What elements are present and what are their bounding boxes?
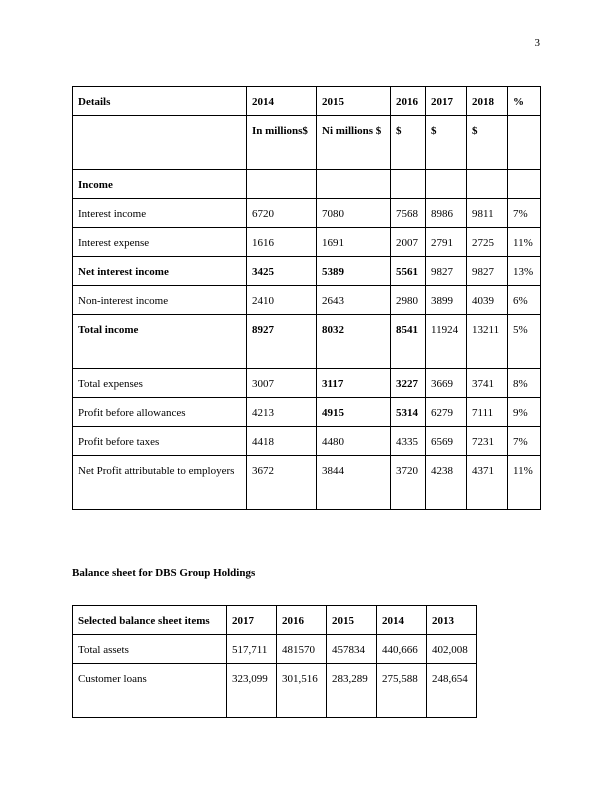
cell: 283,289: [327, 664, 377, 718]
cell: 440,666: [377, 635, 427, 664]
cell: 7111: [467, 398, 508, 427]
cell: 301,516: [277, 664, 327, 718]
table-row: [73, 369, 541, 398]
header-cell: 2014: [377, 606, 427, 635]
row-label: Customer loans: [73, 664, 227, 718]
row-label: Total assets: [73, 635, 227, 664]
table-row: [73, 456, 541, 510]
cell: 7231: [467, 427, 508, 456]
cell: 9811: [467, 199, 508, 228]
unit-cell: [73, 116, 247, 170]
cell: 1616: [247, 228, 317, 257]
cell: 4039: [467, 286, 508, 315]
cell: 2410: [247, 286, 317, 315]
cell: 3007: [247, 369, 317, 398]
section-row: [73, 170, 541, 199]
cell: 248,654: [427, 664, 477, 718]
unit-cell: Ni millions $: [317, 116, 391, 170]
cell: 11%: [508, 456, 541, 510]
cell: 4480: [317, 427, 391, 456]
table-row: [73, 315, 541, 369]
cell: 7%: [508, 427, 541, 456]
cell: 5389: [317, 257, 391, 286]
page-number: 3: [534, 37, 540, 49]
table-row: [73, 398, 541, 427]
row-label: Non-interest income: [73, 286, 247, 315]
cell: 4371: [467, 456, 508, 510]
unit-cell: $: [426, 116, 467, 170]
row-label: Profit before taxes: [73, 427, 247, 456]
cell: 2007: [391, 228, 426, 257]
cell: 9827: [426, 257, 467, 286]
cell: 2643: [317, 286, 391, 315]
row-label: Net Profit attributable to employers: [73, 456, 247, 510]
cell: 3899: [426, 286, 467, 315]
row-label: Profit before allowances: [73, 398, 247, 427]
row-label: Total income: [73, 315, 247, 369]
table-row: [73, 664, 477, 718]
table-row: [73, 199, 541, 228]
table-row: [73, 257, 541, 286]
cell: 275,588: [377, 664, 427, 718]
cell: 5314: [391, 398, 426, 427]
header-cell: 2017: [426, 87, 467, 116]
cell: 2980: [391, 286, 426, 315]
balance-sheet-heading: Balance sheet for DBS Group Holdings: [72, 567, 256, 579]
header-cell: 2018: [467, 87, 508, 116]
row-label: Net interest income: [73, 257, 247, 286]
cell: 7568: [391, 199, 426, 228]
balance-sheet-table: [72, 605, 477, 718]
income-table: [72, 86, 541, 510]
section-label: Income: [73, 170, 247, 199]
cell: 4418: [247, 427, 317, 456]
table-row: [73, 635, 477, 664]
cell: 4335: [391, 427, 426, 456]
header-cell: 2015: [327, 606, 377, 635]
units-row: [73, 116, 541, 170]
cell: 402,008: [427, 635, 477, 664]
header-cell: 2015: [317, 87, 391, 116]
cell: 3669: [426, 369, 467, 398]
unit-cell: [508, 116, 541, 170]
cell: 2791: [426, 228, 467, 257]
cell: 5%: [508, 315, 541, 369]
cell: 3741: [467, 369, 508, 398]
cell: 5561: [391, 257, 426, 286]
table-header-row: [73, 87, 541, 116]
cell: 11%: [508, 228, 541, 257]
table-row: [73, 228, 541, 257]
row-label: Interest expense: [73, 228, 247, 257]
header-cell: 2013: [427, 606, 477, 635]
unit-cell: $: [467, 116, 508, 170]
header-cell: 2016: [277, 606, 327, 635]
cell: 457834: [327, 635, 377, 664]
cell: 1691: [317, 228, 391, 257]
table-header-row: [73, 606, 477, 635]
cell: 4915: [317, 398, 391, 427]
cell: 8986: [426, 199, 467, 228]
cell: 3720: [391, 456, 426, 510]
cell: 6569: [426, 427, 467, 456]
cell: 13%: [508, 257, 541, 286]
cell: 7%: [508, 199, 541, 228]
cell: 8%: [508, 369, 541, 398]
cell: 323,099: [227, 664, 277, 718]
cell: 6720: [247, 199, 317, 228]
cell: 9827: [467, 257, 508, 286]
table-row: [73, 286, 541, 315]
header-cell: 2016: [391, 87, 426, 116]
header-cell: Selected balance sheet items: [73, 606, 227, 635]
row-label: Total expenses: [73, 369, 247, 398]
cell: 8927: [247, 315, 317, 369]
cell: 6%: [508, 286, 541, 315]
cell: 4238: [426, 456, 467, 510]
cell: 2725: [467, 228, 508, 257]
cell: 8032: [317, 315, 391, 369]
header-cell: Details: [73, 87, 247, 116]
header-cell: %: [508, 87, 541, 116]
header-cell: 2014: [247, 87, 317, 116]
header-cell: 2017: [227, 606, 277, 635]
cell: 3117: [317, 369, 391, 398]
cell: 4213: [247, 398, 317, 427]
cell: 8541: [391, 315, 426, 369]
cell: 9%: [508, 398, 541, 427]
cell: 3425: [247, 257, 317, 286]
cell: 11924: [426, 315, 467, 369]
cell: 3844: [317, 456, 391, 510]
cell: 3672: [247, 456, 317, 510]
unit-cell: $: [391, 116, 426, 170]
cell: 7080: [317, 199, 391, 228]
cell: 6279: [426, 398, 467, 427]
cell: 3227: [391, 369, 426, 398]
cell: 13211: [467, 315, 508, 369]
table-row: [73, 427, 541, 456]
unit-cell: In millions$: [247, 116, 317, 170]
cell: 517,711: [227, 635, 277, 664]
cell: 481570: [277, 635, 327, 664]
row-label: Interest income: [73, 199, 247, 228]
